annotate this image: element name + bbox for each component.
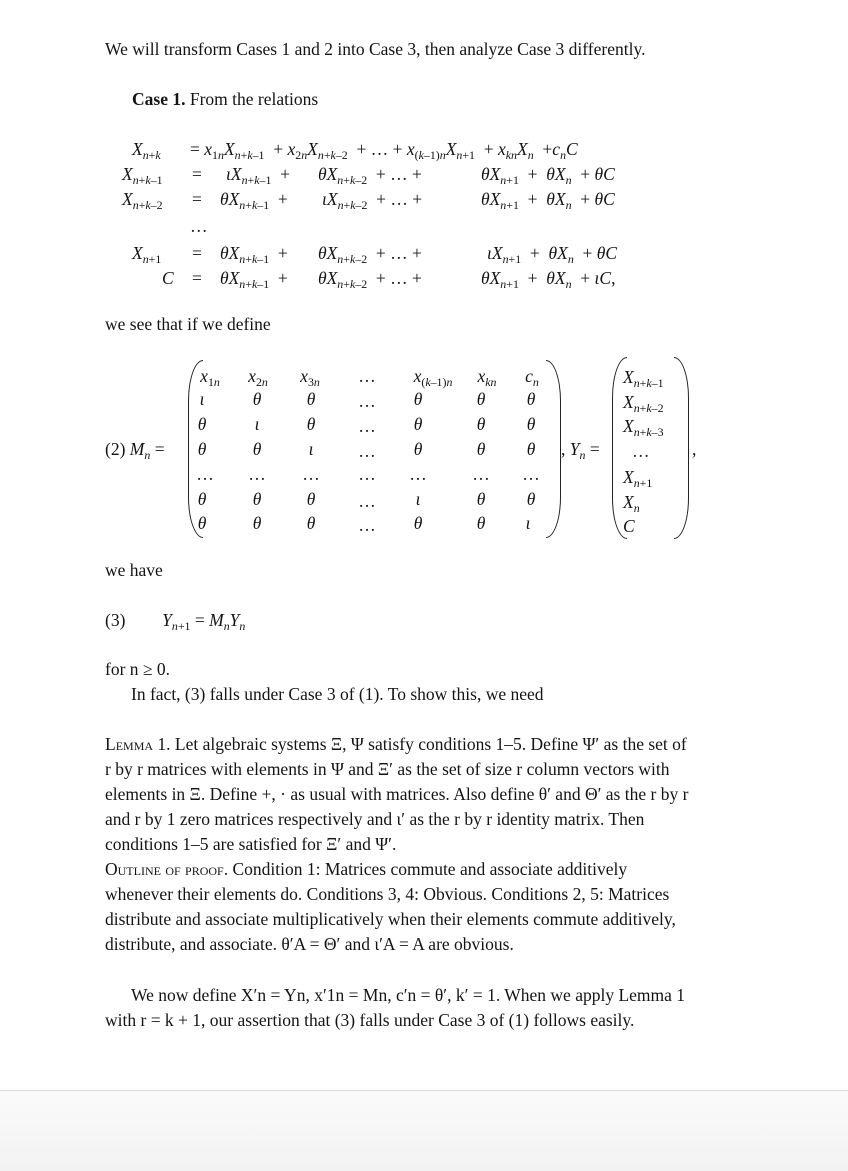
eq3-label: (3) (105, 610, 126, 630)
matrix-right-bracket (546, 360, 561, 538)
vector-right-bracket (674, 357, 689, 539)
outline-line-2: whenever their elements do. Conditions 3, 4: Obvious. Conditions 2, 5: Matrices (105, 884, 670, 904)
case1-label: Case 1. (132, 89, 186, 109)
lemma-label: Lemma (105, 734, 154, 754)
final-line-1: We now define X′n = Yn, x′1n = Mn, c′n = θ′, k′ = 1. When we apply Lemma 1 (131, 985, 686, 1005)
outline-line-1: Condition 1: Matrices commute and associate additively (232, 859, 628, 879)
case1-heading (132, 91, 318, 109)
document-page: We will transform Cases 1 and 2 into Case 3, then analyze Case 3 differently. Case 1. From the relations $X_{n+k}$ = $x_{1n}X_{n+k-1} + x_{2n}X_{n+k-2}$ + … + $x_{(k-1)n}X_{n+1} + x_{kn}X_n +c_nC$ $X_{n+k-1}$ = $\iota X_{n+k-1}$ + $\theta X_{n+k-2}$ + … + $\theta X_{n+1} + \theta X_n + \theta C$ $X_{n+k-2}$ = $\theta X_{n+k-1}$ + $\iota X_{n+k-2}$ + … + $\theta X_{n+1} + \theta X_n + \theta C$ … $X_{n+1}$ = $\theta X_{n+k-1}$ + $\theta X_{n+k-2}$ + … + $\iota X_{n+1} + \theta X_n + \theta C$ C = $\theta X_{n+k-1}$ + $\theta X_{n+k-2}$ + … + $\theta X_{n+1} + \theta X_n + \iota C$, we see that if we define (2) $M_n$ = $x_{1n}$ $x_{2n}$ $x_{3n}$ … $x_{(k-1)n}$ $x_{kn}$ $c_n$ ι θ θ … θ θ θ θ ι θ … θ θ θ θ θ ι … θ θ θ … … … … … … … θ θ θ … ι θ θ θ θ θ … θ θ ι , $Y_n$ = $X_{n+k-1}$ $X_{n+k-2}$ $X_{n+k-3}$ … $X_{n+1}$ $X_n$ C , we have (3) $Y_{n+1} = M_nY_n$ for n ≥ 0. In fact, (3) falls under Case 3 of (1). To show this, we need Lemma 1. Let algebraic systems Ξ, Ψ satisfy conditions 1–5. Define Ψ′ as the set of r by r matrices with elements in Ψ and Ξ′ as the set of size r column vectors with elements in Ξ. Define +, · as usual with matrices. Also define θ′ and Θ′ as the r by r and r by 1 zero matrices respectively and ι′ as the r by r identity matrix. Then conditions 1–5 are satisfied for Ξ′ and Ψ′. Outline of proof. Condition 1: Matrices commute and associate additively whenever their elements do. Conditions 3, 4: Obvious. Conditions 2, 5: Matrices distribute and associate multiplicatively when their elements commute additively, distribute, and associate. θ′A = Θ′ and ι′A = A are obvious. We now define X′n = Yn, x′1n = Mn, c′n = θ′, k′ = 1. When we apply Lemma 1 with r = k + 1, our assertion that (3) falls under Case 3 of (1) follows easily. (0, 0, 848, 1170)
we-have-text: we have (105, 560, 163, 580)
case1-text: From the relations (189, 89, 319, 109)
see-define-text: we see that if we define (105, 314, 271, 334)
relation-row-4: $X_{n+1}$ (132, 243, 162, 267)
lemma-line-1: Let algebraic systems Ξ, Ψ satisfy conditions 1–5. Define Ψ′ as the set of (174, 734, 687, 754)
outline-line-4: distribute, and associate. θ′A = Θ′ and ι′A = A are obvious. (105, 934, 514, 954)
equation-3: (3) $Y_{n+1} = M_nY_n$ (105, 610, 246, 634)
lemma-line-3: elements in Ξ. Define +, · as usual with matrices. Also define θ′ and Θ′ as the r by r (105, 784, 689, 804)
in-fact-text: In fact, (3) falls under Case 3 of (1). To show this, we need (131, 684, 544, 704)
eq2-label: (2) (105, 439, 126, 459)
lemma-line-2: r by r matrices with elements in Ψ and Ξ′ as the set of size r column vectors with (105, 759, 670, 779)
scan-bottom-edge (0, 1090, 848, 1171)
relation-row-2: $X_{n+k-1}$ (122, 164, 163, 188)
intro-sentence: We will transform Cases 1 and 2 into Case 3, then analyze Case 3 differently. (105, 39, 646, 59)
lemma-line-5: conditions 1–5 are satisfied for Ξ′ and Ψ′. (105, 834, 397, 854)
lemma-number: 1. (157, 734, 171, 754)
final-line-2: with r = k + 1, our assertion that (3) falls under Case 3 of (1) follows easily. (105, 1010, 635, 1030)
outline-line-3: distribute and associate multiplicatively when their elements commute additively, (105, 909, 676, 929)
lemma-line-4: and r by 1 zero matrices respectively and ι′ as the r by r identity matrix. Then (105, 809, 645, 829)
yn-definition: , $Y_n$ = (561, 439, 600, 463)
outline-label: Outline of proof. (105, 859, 229, 879)
relation-row-3: $X_{n+k-2}$ (122, 189, 163, 213)
for-n-text: for n ≥ 0. (105, 659, 171, 679)
relation-row-1: $X_{n+k}$ (132, 139, 161, 163)
relation-row-5: C (162, 268, 174, 288)
